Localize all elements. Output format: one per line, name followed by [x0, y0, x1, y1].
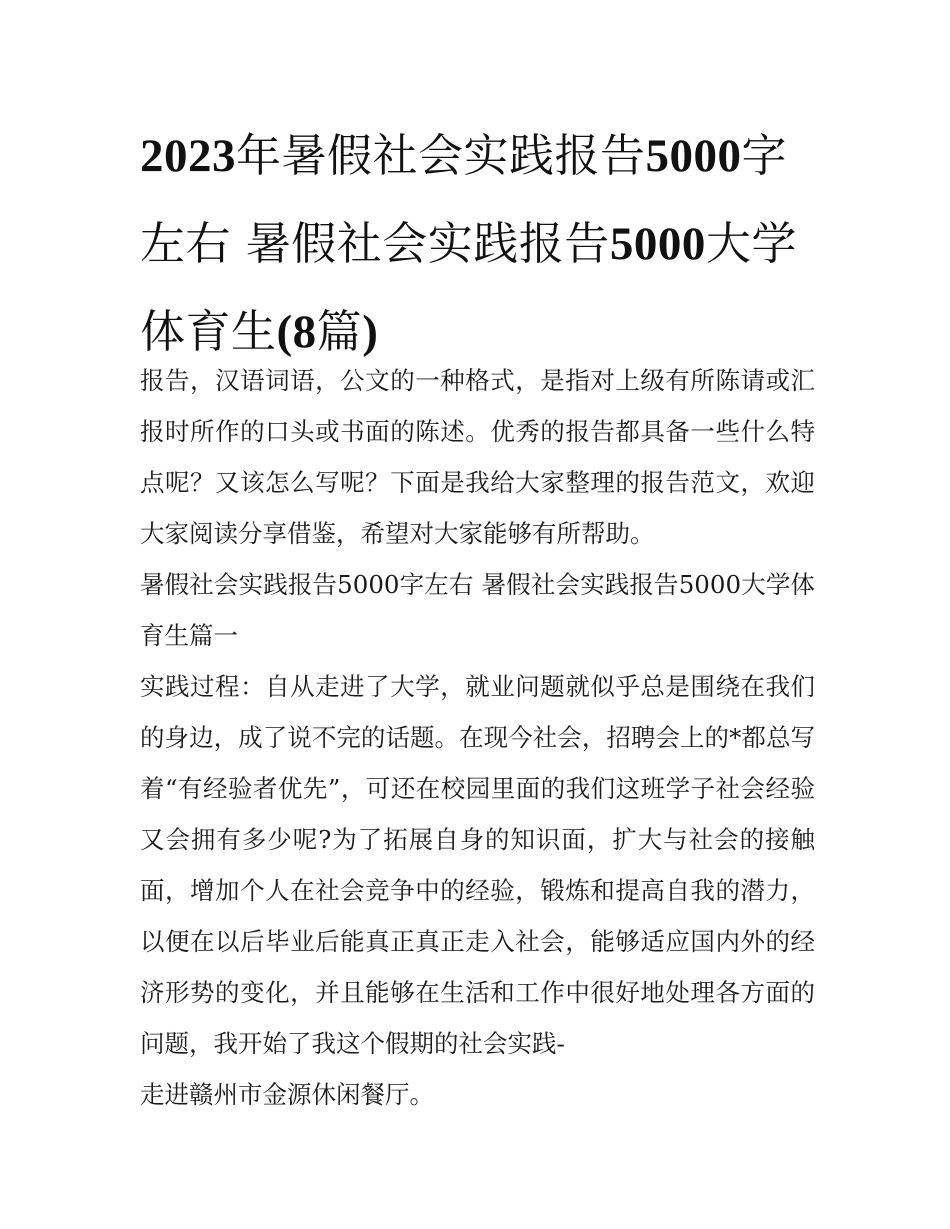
title-numeral-run: ) [362, 306, 379, 358]
body-paragraph: 实践过程：自从走进了大学，就业问题就似乎总是围绕在我们的身边，成了说不完的话题。在现今社会，招聘会上的*都总写着“有经验者优先”，可还在校园里面的我们这班学子社会经验又会拥有多少呢?为了拓展自身的知识面，扩大与社会的接触面，增加个人在社会竞争中的经验，锻炼和提高自我的潜力，以便在以后毕业后能真正真正走入社会，能够适应国内外的经济形势的变化，并且能够在生活和工作中很好地处理各方面的问题，我开始了我这个假期的社会实践- [140, 672, 815, 1058]
title-numeral-run: 2023 [140, 130, 236, 182]
section-heading: 暑假社会实践报告5000字左右 暑假社会实践报告5000大学体育生篇一 [140, 570, 815, 650]
intro-paragraph: 报告，汉语词语，公文的一种格式，是指对上级有所陈请或汇报时所作的口头或书面的陈述。优秀的报告都具备一些什么特点呢？又该怎么写呢？下面是我给大家整理的报告范文，欢迎大家阅读分享借鉴，希望对大家能够有所帮助。 [140, 366, 815, 548]
title-numeral-run: 5000 [645, 130, 742, 182]
document-body [140, 355, 815, 1120]
title-numeral-run: 5000 [609, 218, 706, 270]
title-numeral-run: (8 [276, 306, 317, 358]
document-title: 2023年暑假社会实践报告5000字左右 暑假社会实践报告5000大学体育生(8篇) [140, 129, 797, 358]
body-paragraph-closing: 走进赣州市金源休闲餐厅。 [140, 1080, 434, 1109]
